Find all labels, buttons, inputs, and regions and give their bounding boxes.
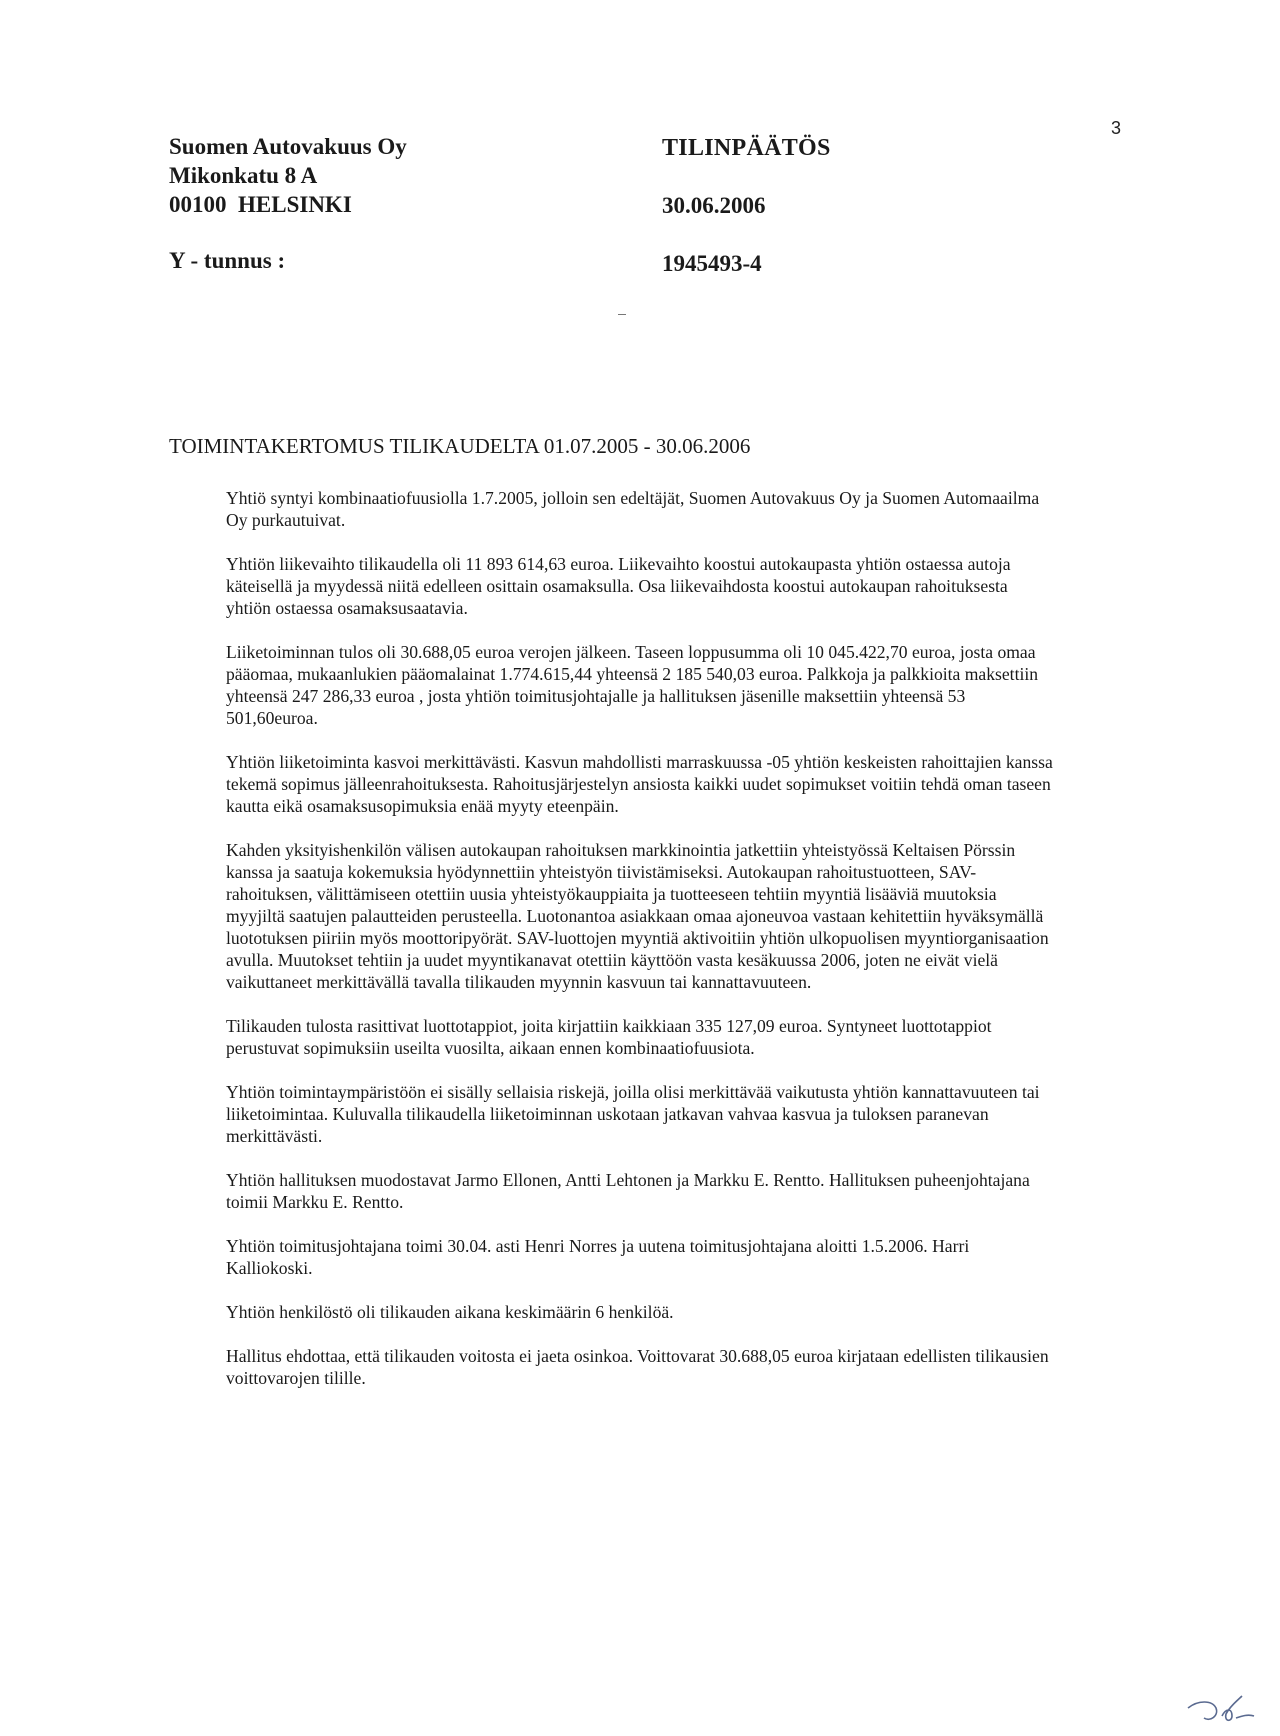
page-number: 3 [1111,118,1122,138]
paragraph-board: Yhtiön hallituksen muodostavat Jarmo Ellonen, Antti Lehtonen ja Markku E. Rentto. Hallituksen puheenjohtajana toimii Markku E. Rentto. [226,1170,1030,1212]
company-street: Mikonkatu 8 A [169,163,318,188]
document-title: TILINPÄÄTÖS [662,135,831,161]
business-id-label: Y - tunnus : [169,248,286,273]
paragraph-personnel: Yhtiön henkilöstö oli tilikauden aikana keskimäärin 6 henkilöä. [226,1302,674,1322]
paragraph-marketing: Kahden yksityishenkilön välisen autokaupan rahoituksen markkinointia jatkettiin yhteistyössä Keltaisen Pörssin kanssa ja saatuja kokemuksia hyödynnettiin yhteistyön tiivistämiseksi. Autokaupan rahoitustuotteen, SAV-rahoituksen, välittämiseen otettiin uusia yhteistyökauppiaita ja tuotteeseen tehtiin myyntiä lisääviä muutoksia myyjiltä saatujen palautteiden perusteella. Luotonantoa asiakkaan omaa ajoneuvoa vastaan kehitettiin hyväksymällä luototuksen piiriin myös moottoripyörät. SAV-luottojen myyntiä aktivoitiin yhtiön ulkopuolisen myyntiorganisaation avulla. Muutokset tehtiin ja uudet myyntikanavat otettiin käyttöön vasta kesäkuussa 2006, joten ne eivät vielä vaikuttaneet merkittävällä tavalla tilikauden myynnin kasvuun tai kannattavuuteen. [226,840,1049,992]
company-city: 00100 HELSINKI [169,192,352,217]
business-id-value: 1945493-4 [662,251,762,276]
paragraph-result: Liiketoiminnan tulos oli 30.688,05 euroa verojen jälkeen. Taseen loppusumma oli 10 045.422,70 euroa, josta omaa pääomaa, mukaanlukien pääomalainat 1.774.615,44 yhteensä 2 185 540,03 euroa. Palkkoja ja palkkioita maksettiin yhteensä 247 286,33 euroa , josta yhtiön toimitusjohtajalle ja hallituksen jäsenille maksettiin yhteensä 53 501,60euroa. [226,642,1039,728]
company-name: Suomen Autovakuus Oy [169,134,407,159]
paragraph-revenue: Yhtiön liikevaihto tilikaudella oli 11 893 614,63 euroa. Liikevaihto koostui autokaupasta yhtiön ostaessa autoja käteisellä ja myydessä niitä edelleen osittain osamaksulla. Osa liikevaihdosta koostui autokaupan rahoituksesta yhtiön ostaessa osamaksusaatavia. [226,554,1011,618]
section-heading: TOIMINTAKERTOMUS TILIKAUDELTA 01.07.2005 - 30.06.2006 [169,434,751,458]
stray-mark [618,314,626,315]
paragraph-dividend: Hallitus ehdottaa, että tilikauden voitosta ei jaeta osinkoa. Voittovarat 30.688,05 euroa kirjataan edellisten tilikausien voittovarojen tilille. [226,1346,1049,1388]
paragraph-growth: Yhtiön liiketoiminta kasvoi merkittävästi. Kasvun mahdollisti marraskuussa -05 yhtiön keskeisten rahoittajien kanssa tekemä sopimus jälleenrahoituksesta. Rahoitusjärjestelyn ansiosta kaikki uudet sopimukset voitiin tehdä oman taseen kautta eikä osamaksusopimuksia enää myyty eteenpäin. [226,752,1053,816]
signature-initials [1186,1694,1258,1728]
report-body [226,487,1056,1411]
paragraph-merger: Yhtiö syntyi kombinaatiofuusiolla 1.7.2005, jolloin sen edeltäjät, Suomen Autovakuus Oy ja Suomen Automaailma Oy purkautuivat. [226,488,1040,530]
paragraph-ceo: Yhtiön toimitusjohtajana toimi 30.04. asti Henri Norres ja uutena toimitusjohtajana aloitti 1.5.2006. Harri Kalliokoski. [226,1236,970,1278]
document-date: 30.06.2006 [662,193,766,218]
paragraph-risks: Yhtiön toimintaympäristöön ei sisälly sellaisia riskejä, joilla olisi merkittävää vaikutusta yhtiön kannattavuuteen tai liiketoimintaa. Kuluvalla tilikaudella liiketoiminnan uskotaan jatkavan vahvaa kasvua ja tuloksen paranevan merkittävästi. [226,1082,1040,1146]
company-address [169,132,407,219]
paragraph-credit-losses: Tilikauden tulosta rasittivat luottotappiot, joita kirjattiin kaikkiaan 335 127,09 euroa. Syntyneet luottotappiot perustuvat sopimuksiin useilta vuosilta, aikaan ennen kombinaatiofuusiota. [226,1016,992,1058]
